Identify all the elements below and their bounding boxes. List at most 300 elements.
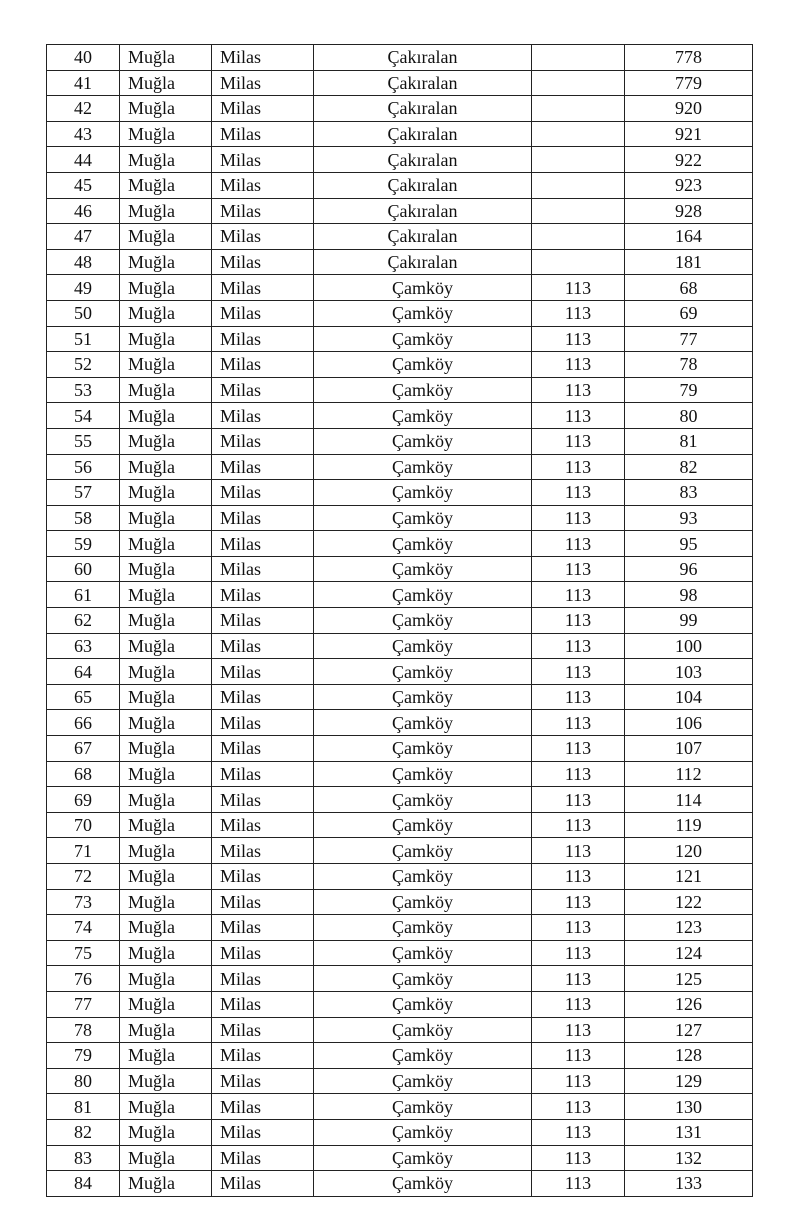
row-number-cell: 67 (47, 736, 120, 762)
district-cell: Milas (212, 300, 314, 326)
row-number-cell: 69 (47, 787, 120, 813)
district-cell: Milas (212, 736, 314, 762)
block-cell: 113 (532, 659, 625, 685)
parcel-cell: 98 (625, 582, 753, 608)
table-row (47, 275, 753, 301)
table-row (47, 1068, 753, 1094)
parcel-cell: 95 (625, 531, 753, 557)
table-row (47, 352, 753, 378)
table-row (47, 812, 753, 838)
table-row (47, 966, 753, 992)
block-cell: 113 (532, 966, 625, 992)
neighborhood-cell: Çamköy (314, 991, 532, 1017)
block-cell: 113 (532, 736, 625, 762)
table-row (47, 608, 753, 634)
parcel-cell: 107 (625, 736, 753, 762)
district-cell: Milas (212, 505, 314, 531)
parcel-cell: 114 (625, 787, 753, 813)
block-cell: 113 (532, 300, 625, 326)
block-cell (532, 198, 625, 224)
row-number-cell: 42 (47, 96, 120, 122)
block-cell: 113 (532, 915, 625, 941)
parcel-table-body (47, 45, 753, 1197)
neighborhood-cell: Çamköy (314, 556, 532, 582)
parcel-cell: 928 (625, 198, 753, 224)
parcel-cell: 132 (625, 1145, 753, 1171)
province-cell: Muğla (120, 172, 212, 198)
table-row (47, 633, 753, 659)
district-cell: Milas (212, 249, 314, 275)
district-cell: Milas (212, 1094, 314, 1120)
district-cell: Milas (212, 787, 314, 813)
table-row (47, 249, 753, 275)
parcel-cell: 80 (625, 403, 753, 429)
neighborhood-cell: Çamköy (314, 864, 532, 890)
block-cell: 113 (532, 505, 625, 531)
province-cell: Muğla (120, 812, 212, 838)
row-number-cell: 45 (47, 172, 120, 198)
neighborhood-cell: Çamköy (314, 403, 532, 429)
neighborhood-cell: Çamköy (314, 326, 532, 352)
table-row (47, 224, 753, 250)
district-cell: Milas (212, 1171, 314, 1197)
district-cell: Milas (212, 172, 314, 198)
neighborhood-cell: Çakıralan (314, 224, 532, 250)
block-cell: 113 (532, 991, 625, 1017)
province-cell: Muğla (120, 608, 212, 634)
block-cell: 113 (532, 608, 625, 634)
district-cell: Milas (212, 326, 314, 352)
table-row (47, 1119, 753, 1145)
table-row (47, 736, 753, 762)
district-cell: Milas (212, 1068, 314, 1094)
table-row (47, 889, 753, 915)
block-cell (532, 70, 625, 96)
block-cell (532, 249, 625, 275)
row-number-cell: 72 (47, 864, 120, 890)
table-row (47, 403, 753, 429)
row-number-cell: 50 (47, 300, 120, 326)
district-cell: Milas (212, 761, 314, 787)
row-number-cell: 80 (47, 1068, 120, 1094)
parcel-cell: 103 (625, 659, 753, 685)
parcel-cell: 164 (625, 224, 753, 250)
block-cell: 113 (532, 1043, 625, 1069)
province-cell: Muğla (120, 96, 212, 122)
table-row (47, 377, 753, 403)
row-number-cell: 83 (47, 1145, 120, 1171)
block-cell: 113 (532, 326, 625, 352)
parcel-cell: 128 (625, 1043, 753, 1069)
province-cell: Muğla (120, 684, 212, 710)
table-row (47, 480, 753, 506)
province-cell: Muğla (120, 198, 212, 224)
neighborhood-cell: Çamköy (314, 1171, 532, 1197)
parcel-cell: 120 (625, 838, 753, 864)
parcel-table (46, 44, 753, 1197)
province-cell: Muğla (120, 1068, 212, 1094)
parcel-cell: 778 (625, 45, 753, 71)
parcel-cell: 779 (625, 70, 753, 96)
block-cell: 113 (532, 710, 625, 736)
row-number-cell: 73 (47, 889, 120, 915)
neighborhood-cell: Çamköy (314, 889, 532, 915)
district-cell: Milas (212, 121, 314, 147)
neighborhood-cell: Çamköy (314, 684, 532, 710)
neighborhood-cell: Çakıralan (314, 249, 532, 275)
table-row (47, 787, 753, 813)
block-cell: 113 (532, 352, 625, 378)
table-row (47, 864, 753, 890)
block-cell: 113 (532, 633, 625, 659)
neighborhood-cell: Çamköy (314, 736, 532, 762)
block-cell: 113 (532, 1017, 625, 1043)
neighborhood-cell: Çakıralan (314, 70, 532, 96)
province-cell: Muğla (120, 736, 212, 762)
province-cell: Muğla (120, 787, 212, 813)
province-cell: Muğla (120, 480, 212, 506)
block-cell: 113 (532, 403, 625, 429)
district-cell: Milas (212, 352, 314, 378)
block-cell: 113 (532, 1068, 625, 1094)
row-number-cell: 57 (47, 480, 120, 506)
district-cell: Milas (212, 454, 314, 480)
parcel-cell: 923 (625, 172, 753, 198)
province-cell: Muğla (120, 633, 212, 659)
parcel-cell: 133 (625, 1171, 753, 1197)
block-cell: 113 (532, 582, 625, 608)
row-number-cell: 47 (47, 224, 120, 250)
row-number-cell: 48 (47, 249, 120, 275)
table-row (47, 940, 753, 966)
province-cell: Muğla (120, 300, 212, 326)
row-number-cell: 58 (47, 505, 120, 531)
row-number-cell: 41 (47, 70, 120, 96)
block-cell: 113 (532, 684, 625, 710)
row-number-cell: 59 (47, 531, 120, 557)
district-cell: Milas (212, 556, 314, 582)
table-row (47, 326, 753, 352)
table-row (47, 991, 753, 1017)
province-cell: Muğla (120, 889, 212, 915)
parcel-cell: 82 (625, 454, 753, 480)
row-number-cell: 62 (47, 608, 120, 634)
table-row (47, 684, 753, 710)
block-cell: 113 (532, 787, 625, 813)
neighborhood-cell: Çamköy (314, 300, 532, 326)
table-row (47, 198, 753, 224)
block-cell: 113 (532, 531, 625, 557)
district-cell: Milas (212, 147, 314, 173)
district-cell: Milas (212, 864, 314, 890)
neighborhood-cell: Çakıralan (314, 96, 532, 122)
row-number-cell: 56 (47, 454, 120, 480)
district-cell: Milas (212, 915, 314, 941)
block-cell: 113 (532, 889, 625, 915)
parcel-cell: 181 (625, 249, 753, 275)
block-cell: 113 (532, 1094, 625, 1120)
row-number-cell: 51 (47, 326, 120, 352)
neighborhood-cell: Çamköy (314, 582, 532, 608)
parcel-cell: 922 (625, 147, 753, 173)
block-cell: 113 (532, 838, 625, 864)
table-row (47, 70, 753, 96)
table-row (47, 1094, 753, 1120)
table-row (47, 1017, 753, 1043)
district-cell: Milas (212, 710, 314, 736)
parcel-cell: 124 (625, 940, 753, 966)
neighborhood-cell: Çakıralan (314, 198, 532, 224)
block-cell: 113 (532, 454, 625, 480)
table-row (47, 428, 753, 454)
neighborhood-cell: Çamköy (314, 608, 532, 634)
block-cell: 113 (532, 812, 625, 838)
district-cell: Milas (212, 633, 314, 659)
neighborhood-cell: Çamköy (314, 915, 532, 941)
parcel-cell: 920 (625, 96, 753, 122)
neighborhood-cell: Çamköy (314, 1068, 532, 1094)
province-cell: Muğla (120, 326, 212, 352)
table-row (47, 838, 753, 864)
district-cell: Milas (212, 966, 314, 992)
row-number-cell: 79 (47, 1043, 120, 1069)
province-cell: Muğla (120, 454, 212, 480)
parcel-cell: 131 (625, 1119, 753, 1145)
table-row (47, 300, 753, 326)
parcel-cell: 119 (625, 812, 753, 838)
block-cell: 113 (532, 1119, 625, 1145)
district-cell: Milas (212, 198, 314, 224)
row-number-cell: 55 (47, 428, 120, 454)
province-cell: Muğla (120, 224, 212, 250)
province-cell: Muğla (120, 531, 212, 557)
parcel-cell: 78 (625, 352, 753, 378)
district-cell: Milas (212, 684, 314, 710)
table-row (47, 1043, 753, 1069)
parcel-cell: 68 (625, 275, 753, 301)
table-row (47, 710, 753, 736)
block-cell (532, 172, 625, 198)
district-cell: Milas (212, 1119, 314, 1145)
province-cell: Muğla (120, 940, 212, 966)
neighborhood-cell: Çamköy (314, 428, 532, 454)
block-cell: 113 (532, 1171, 625, 1197)
row-number-cell: 53 (47, 377, 120, 403)
table-row (47, 45, 753, 71)
province-cell: Muğla (120, 864, 212, 890)
row-number-cell: 60 (47, 556, 120, 582)
parcel-cell: 100 (625, 633, 753, 659)
block-cell: 113 (532, 1145, 625, 1171)
province-cell: Muğla (120, 1171, 212, 1197)
block-cell (532, 45, 625, 71)
parcel-cell: 127 (625, 1017, 753, 1043)
district-cell: Milas (212, 582, 314, 608)
parcel-cell: 126 (625, 991, 753, 1017)
district-cell: Milas (212, 45, 314, 71)
district-cell: Milas (212, 1145, 314, 1171)
block-cell: 113 (532, 864, 625, 890)
parcel-cell: 121 (625, 864, 753, 890)
row-number-cell: 75 (47, 940, 120, 966)
table-row (47, 1171, 753, 1197)
neighborhood-cell: Çamköy (314, 505, 532, 531)
parcel-cell: 130 (625, 1094, 753, 1120)
neighborhood-cell: Çamköy (314, 531, 532, 557)
row-number-cell: 61 (47, 582, 120, 608)
province-cell: Muğla (120, 352, 212, 378)
province-cell: Muğla (120, 403, 212, 429)
block-cell (532, 147, 625, 173)
parcel-cell: 104 (625, 684, 753, 710)
district-cell: Milas (212, 377, 314, 403)
province-cell: Muğla (120, 1043, 212, 1069)
table-row (47, 556, 753, 582)
row-number-cell: 81 (47, 1094, 120, 1120)
row-number-cell: 68 (47, 761, 120, 787)
parcel-cell: 123 (625, 915, 753, 941)
neighborhood-cell: Çamköy (314, 454, 532, 480)
neighborhood-cell: Çamköy (314, 633, 532, 659)
block-cell: 113 (532, 940, 625, 966)
block-cell: 113 (532, 428, 625, 454)
province-cell: Muğla (120, 377, 212, 403)
province-cell: Muğla (120, 249, 212, 275)
province-cell: Muğla (120, 121, 212, 147)
block-cell: 113 (532, 275, 625, 301)
row-number-cell: 71 (47, 838, 120, 864)
table-row (47, 1145, 753, 1171)
district-cell: Milas (212, 940, 314, 966)
district-cell: Milas (212, 1017, 314, 1043)
province-cell: Muğla (120, 1094, 212, 1120)
neighborhood-cell: Çamköy (314, 1043, 532, 1069)
district-cell: Milas (212, 403, 314, 429)
district-cell: Milas (212, 889, 314, 915)
parcel-cell: 106 (625, 710, 753, 736)
table-row (47, 172, 753, 198)
neighborhood-cell: Çamköy (314, 275, 532, 301)
neighborhood-cell: Çamköy (314, 710, 532, 736)
row-number-cell: 49 (47, 275, 120, 301)
table-row (47, 659, 753, 685)
parcel-cell: 81 (625, 428, 753, 454)
block-cell: 113 (532, 377, 625, 403)
neighborhood-cell: Çamköy (314, 812, 532, 838)
province-cell: Muğla (120, 915, 212, 941)
parcel-cell: 99 (625, 608, 753, 634)
row-number-cell: 46 (47, 198, 120, 224)
district-cell: Milas (212, 608, 314, 634)
province-cell: Muğla (120, 659, 212, 685)
province-cell: Muğla (120, 556, 212, 582)
neighborhood-cell: Çamköy (314, 838, 532, 864)
neighborhood-cell: Çakıralan (314, 147, 532, 173)
row-number-cell: 52 (47, 352, 120, 378)
block-cell: 113 (532, 556, 625, 582)
neighborhood-cell: Çamköy (314, 1094, 532, 1120)
table-row (47, 454, 753, 480)
parcel-cell: 921 (625, 121, 753, 147)
district-cell: Milas (212, 96, 314, 122)
neighborhood-cell: Çamköy (314, 1119, 532, 1145)
neighborhood-cell: Çakıralan (314, 45, 532, 71)
province-cell: Muğla (120, 761, 212, 787)
province-cell: Muğla (120, 1145, 212, 1171)
district-cell: Milas (212, 812, 314, 838)
province-cell: Muğla (120, 710, 212, 736)
block-cell (532, 224, 625, 250)
row-number-cell: 65 (47, 684, 120, 710)
table-row (47, 96, 753, 122)
province-cell: Muğla (120, 991, 212, 1017)
row-number-cell: 66 (47, 710, 120, 736)
district-cell: Milas (212, 224, 314, 250)
district-cell: Milas (212, 838, 314, 864)
parcel-cell: 125 (625, 966, 753, 992)
table-row (47, 761, 753, 787)
parcel-cell: 112 (625, 761, 753, 787)
parcel-cell: 122 (625, 889, 753, 915)
row-number-cell: 63 (47, 633, 120, 659)
district-cell: Milas (212, 531, 314, 557)
table-row (47, 505, 753, 531)
row-number-cell: 40 (47, 45, 120, 71)
neighborhood-cell: Çamköy (314, 787, 532, 813)
block-cell: 113 (532, 480, 625, 506)
block-cell (532, 96, 625, 122)
row-number-cell: 64 (47, 659, 120, 685)
row-number-cell: 44 (47, 147, 120, 173)
parcel-cell: 93 (625, 505, 753, 531)
row-number-cell: 76 (47, 966, 120, 992)
neighborhood-cell: Çamköy (314, 480, 532, 506)
district-cell: Milas (212, 275, 314, 301)
neighborhood-cell: Çamköy (314, 761, 532, 787)
row-number-cell: 54 (47, 403, 120, 429)
block-cell (532, 121, 625, 147)
table-row (47, 582, 753, 608)
province-cell: Muğla (120, 428, 212, 454)
table-row (47, 531, 753, 557)
province-cell: Muğla (120, 45, 212, 71)
province-cell: Muğla (120, 1119, 212, 1145)
district-cell: Milas (212, 480, 314, 506)
neighborhood-cell: Çakıralan (314, 172, 532, 198)
neighborhood-cell: Çamköy (314, 659, 532, 685)
parcel-cell: 77 (625, 326, 753, 352)
row-number-cell: 82 (47, 1119, 120, 1145)
row-number-cell: 74 (47, 915, 120, 941)
block-cell: 113 (532, 761, 625, 787)
row-number-cell: 78 (47, 1017, 120, 1043)
district-cell: Milas (212, 428, 314, 454)
parcel-cell: 83 (625, 480, 753, 506)
table-row (47, 147, 753, 173)
district-cell: Milas (212, 70, 314, 96)
table-row (47, 915, 753, 941)
neighborhood-cell: Çamköy (314, 1017, 532, 1043)
parcel-cell: 69 (625, 300, 753, 326)
province-cell: Muğla (120, 1017, 212, 1043)
neighborhood-cell: Çamköy (314, 1145, 532, 1171)
province-cell: Muğla (120, 275, 212, 301)
neighborhood-cell: Çakıralan (314, 121, 532, 147)
row-number-cell: 43 (47, 121, 120, 147)
province-cell: Muğla (120, 838, 212, 864)
row-number-cell: 84 (47, 1171, 120, 1197)
neighborhood-cell: Çamköy (314, 352, 532, 378)
